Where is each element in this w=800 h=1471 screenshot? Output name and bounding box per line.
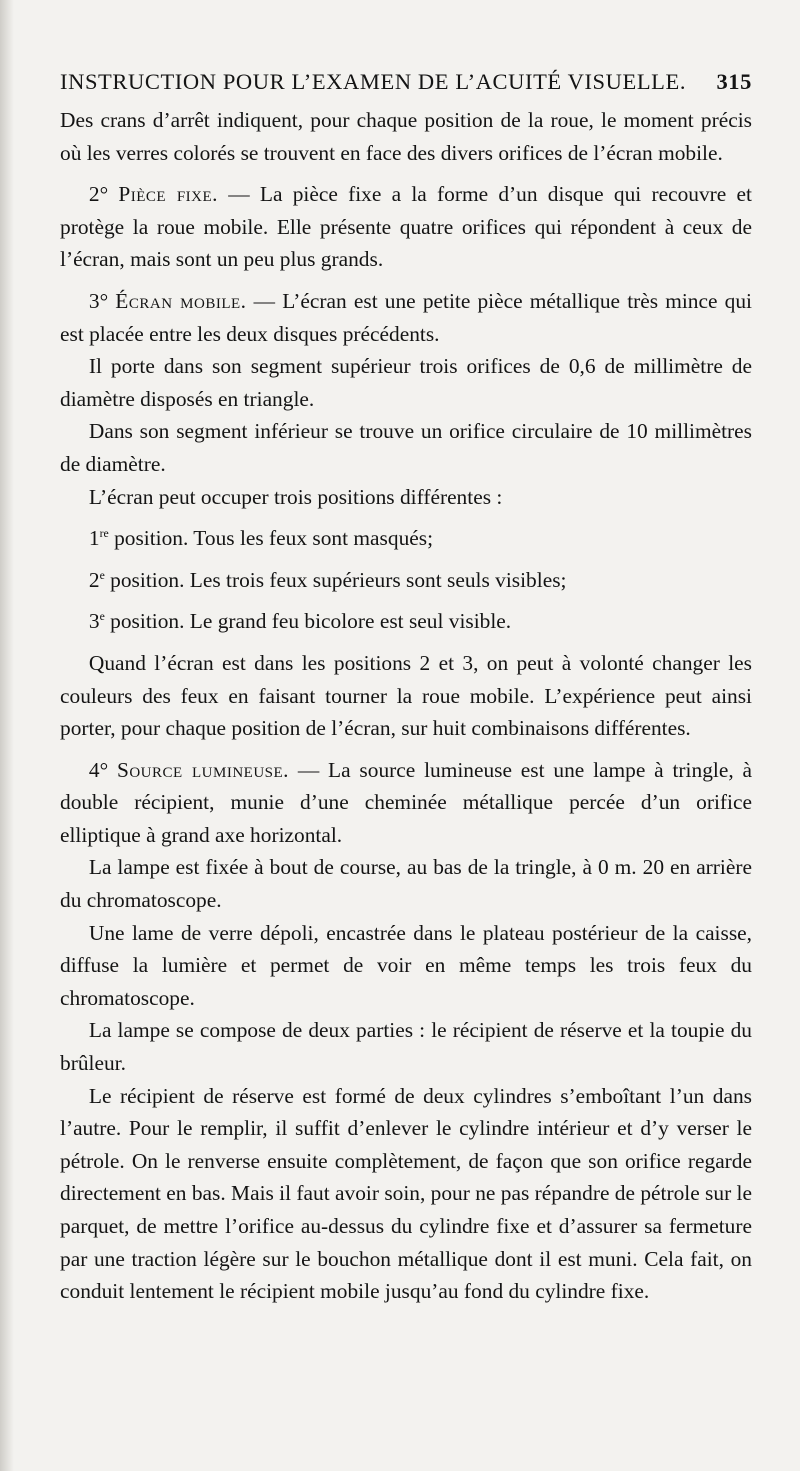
section-heading: Écran mobile.	[115, 288, 247, 313]
paragraph-ecran-mobile: 3° Écran mobile. — L’écran est une petite pièce métallique très mince qui est placée entre les deux disques précédents.	[60, 288, 752, 346]
page-edge-shadow	[0, 0, 14, 1471]
section-number: 2°	[88, 182, 119, 207]
position-item: 2e position. Les trois feux supérieurs sont seuls visibles;	[88, 567, 567, 592]
paragraph: Quand l’écran est dans les positions 2 et 3, on peut à volonté changer les couleurs des feux en faisant tourner la roue mobile. L’expérience peut ainsi porter, pour chaque position de l’écran, sur huit combinaisons différentes.	[60, 650, 752, 741]
running-title: INSTRUCTION POUR L’EXAMEN DE L’ACUITÉ VISUELLE.	[60, 69, 687, 94]
paragraph: Des crans d’arrêt indiquent, pour chaque position de la roue, le moment précis où les verres colorés se trouvent en face des divers orifices de l’écran mobile.	[60, 108, 752, 165]
section-heading: Source lumineuse.	[116, 757, 290, 782]
paragraph: Dans son segment inférieur se trouve un orifice circulaire de 10 millimètres de diamètre.	[60, 419, 752, 476]
paragraph-source-lumineuse: 4° Source lumineuse. — La source lumineuse est une lampe à tringle, à double récipient, munie d’une cheminée métallique percée d’un orifice elliptique à grand axe horizontal.	[60, 757, 752, 847]
paragraph: Il porte dans son segment supérieur trois orifices de 0,6 de millimètre de diamètre disposés en triangle.	[60, 354, 752, 411]
page-number: 315	[716, 69, 752, 94]
paragraph: L’écran peut occuper trois positions différentes :	[88, 484, 503, 509]
position-item: 1re position. Tous les feux sont masqués;	[88, 526, 434, 551]
section-number: 3°	[88, 288, 116, 313]
paragraph: Le récipient de réserve est formé de deux cylindres s’emboîtant l’un dans l’autre. Pour le remplir, il suffit d’enlever le cylindre intérieur et d’y verser le pétrole. On le renverse ensuite complètement, de façon que son orifice regarde directement en bas. Mais il faut avoir soin, pour ne pas répandre de pétrole sur le parquet, de mettre l’orifice au-dessus du cylindre fixe et d’assurer sa fermeture par une traction légère sur le bouchon métallique dont il est muni. Cela fait, on conduit lentement le récipient mobile jusqu’au fond du cylindre fixe.	[60, 1083, 752, 1304]
section-heading: Pièce fixe.	[118, 182, 219, 207]
position-item: 3e position. Le grand feu bicolore est seul visible.	[88, 609, 512, 634]
body-text	[60, 104, 752, 1308]
section-number: 4°	[88, 757, 117, 782]
paragraph: Une lame de verre dépoli, encastrée dans le plateau postérieur de la caisse, diffuse la lumière et permet de voir en même temps les trois feux du chromatoscope.	[60, 920, 752, 1010]
paragraph: La lampe se compose de deux parties : le récipient de réserve et la toupie du brûleur.	[60, 1018, 752, 1076]
paragraph: La lampe est fixée à bout de course, au bas de la tringle, à 0 m. 20 en arrière du chromatoscope.	[60, 855, 752, 913]
running-header	[60, 62, 752, 102]
paragraph-piece-fixe: 2° Pièce fixe. — La pièce fixe a la forme d’un disque qui recouvre et protège la roue mobile. Elle présente quatre orifices qui répondent à ceux de l’écran, mais sont un peu plus grands.	[60, 182, 752, 272]
